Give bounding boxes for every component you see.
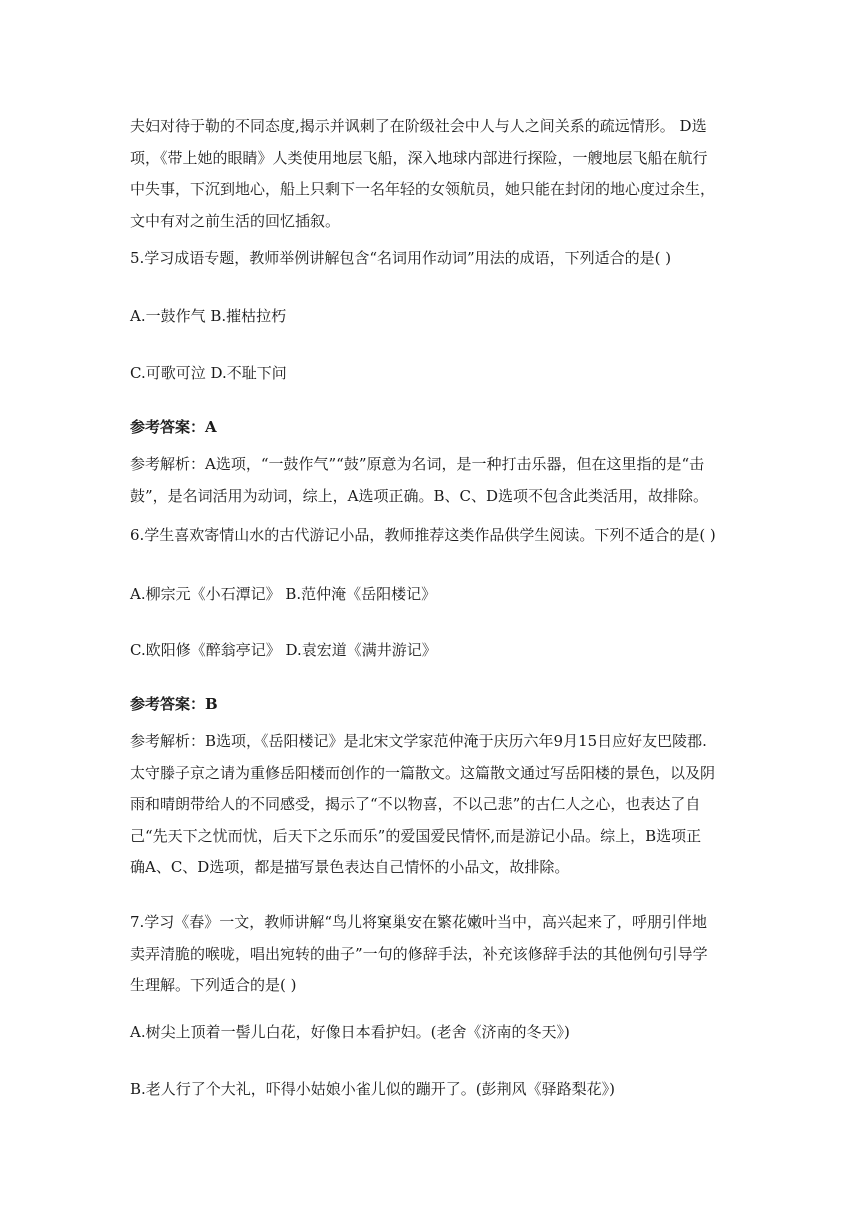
text-line: 确A、C、D选项，都是描写景色表达自己情怀的小品文，故排除。	[130, 858, 570, 876]
text-line: 太守滕子京之请为重修岳阳楼而创作的一篇散文。这篇散文通过写岳阳楼的景色，以及阴	[130, 763, 716, 782]
text-line: 生理解。下列适合的是( )	[130, 976, 297, 994]
question-6-analysis	[130, 726, 740, 884]
question-5-options-ab: A.一鼓作气 B.摧枯拉朽	[130, 307, 287, 325]
text-line: 鼓”，是名词活用为动词，综上，A选项正确。B、C、D选项不包含此类活用，故排除。	[130, 486, 709, 505]
text-line: 卖弄清脆的喉咙，唱出宛转的曲子”一句的修辞手法，补充该修辞手法的其他例句引导学	[130, 944, 708, 963]
text-line: 文中有对之前生活的回忆插叙。	[130, 211, 341, 230]
text-line: 己“先天下之忧而忧，后天下之乐而乐”的爱国爱民情怀,而是游记小品。综上，B选项正	[130, 826, 702, 845]
text-line: 7.学习《春》一文，教师讲解“鸟儿将窠巢安在繁花嫩叶当中，高兴起来了，呼朋引伴地	[130, 913, 707, 931]
text-line: 中失事，下沉到地心，船上只剩下一名年轻的女领航员，她只能在封闭的地心度过余生，	[130, 180, 716, 198]
question-7-option-a: A.树尖上顶着一髻儿白花，好像日本看护妇。(老舍《济南的冬天》)	[130, 1023, 570, 1041]
question-5-analysis	[130, 449, 740, 512]
question-5-options-cd: C.可歌可泣 D.不耻下问	[130, 364, 287, 382]
text-line: 参考解析：A选项，“一鼓作气”“鼓”原意为名词，是一种打击乐器，但在这里指的是“击	[130, 455, 705, 473]
text-line: 项，《带上她的眼睛》人类使用地层飞船，深入地球内部进行探险，一艘地层飞船在航行	[130, 148, 708, 167]
question-6-options-ab: A.柳宗元《小石潭记》 B.范仲淹《岳阳楼记》	[130, 585, 437, 603]
text-line: 夫妇对待于勒的不同态度,揭示并讽刺了在阶级社会中人与人之间关系的疏远情形。 D选	[130, 117, 707, 135]
text-line: 参考解析：B选项，《岳阳楼记》是北宋文学家范仲淹于庆历六年9月15日应好友巴陵郡.	[130, 732, 707, 750]
question-5-stem: 5.学习成语专题，教师举例讲解包含“名词用作动词”用法的成语，下列适合的是( )	[130, 249, 672, 267]
question-6-stem: 6.学生喜欢寄情山水的古代游记小品，教师推荐这类作品供学生阅读。下列不适合的是( )	[130, 526, 716, 544]
question-5-answer: 参考答案：A	[130, 418, 217, 436]
question-6-options-cd: C.欧阳修《醉翁亭记》 D.袁宏道《满井游记》	[130, 641, 437, 659]
text-line: 雨和晴朗带给人的不同感受，揭示了“不以物喜，不以己悲”的古仁人之心，也表达了自	[130, 795, 701, 813]
question-7-option-b: B.老人行了个大礼，吓得小姑娘小雀儿似的蹦开了。(彭荆风《驿路梨花》)	[130, 1080, 615, 1098]
continuation-paragraph	[130, 111, 740, 237]
question-7-stem	[130, 907, 740, 1002]
question-6-answer: 参考答案：B	[130, 695, 218, 713]
